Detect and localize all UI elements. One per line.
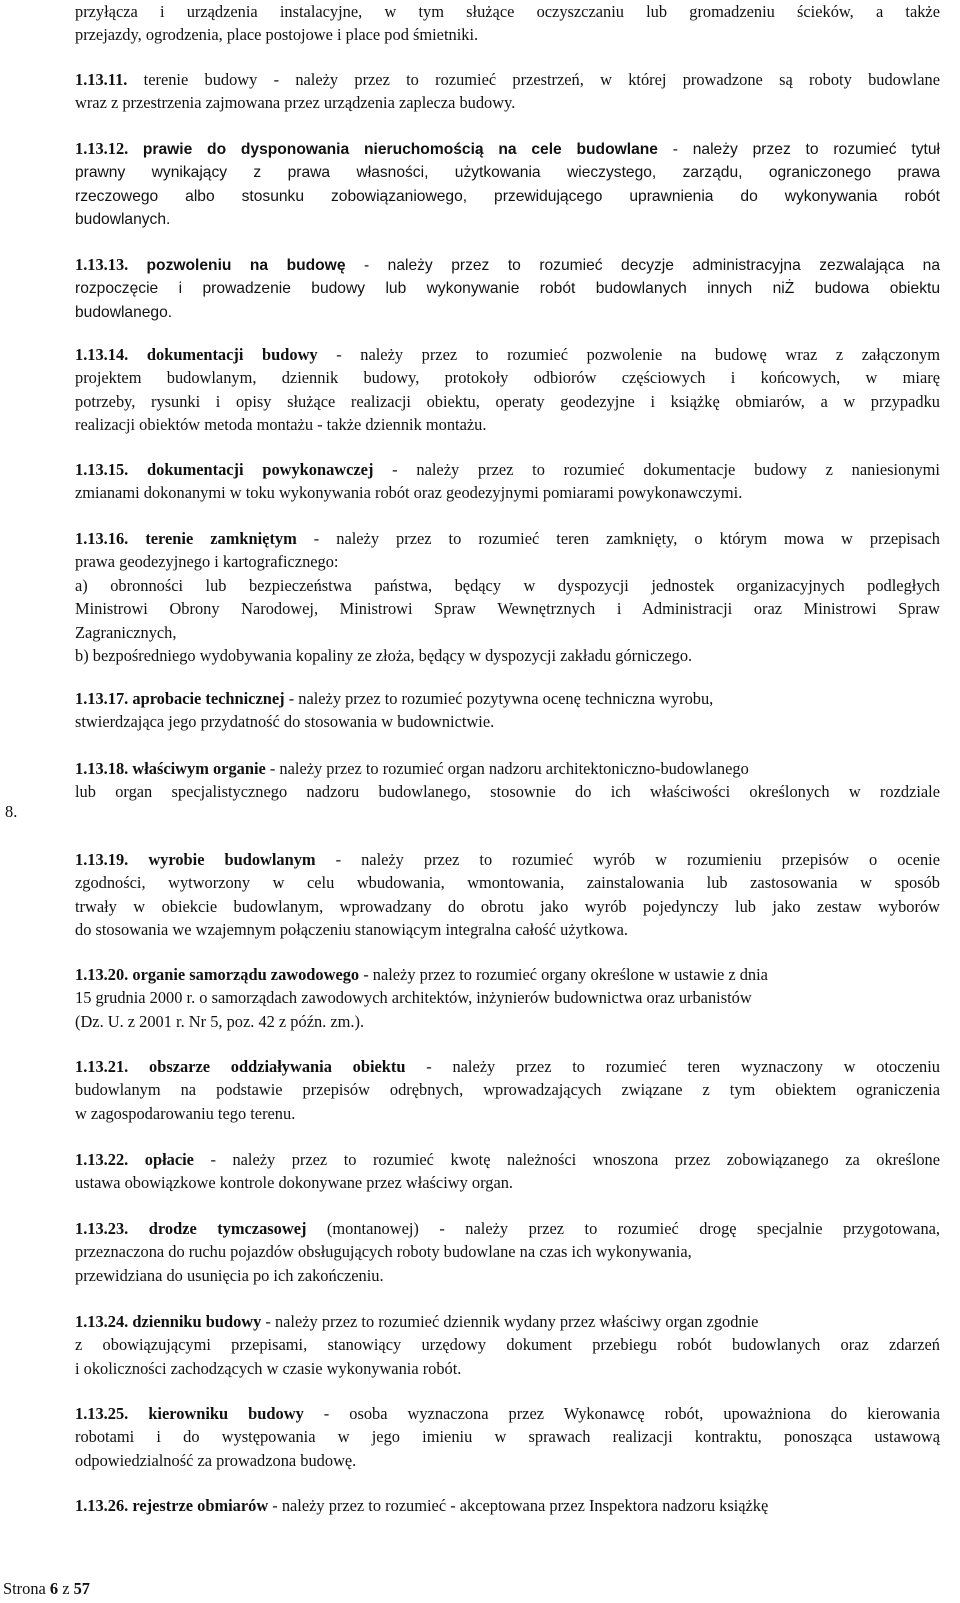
text-line: - osoba wyznaczona przez Wykonawcę robót, upoważniona do kierowania: [303, 1404, 941, 1423]
text-line: trwały w obiekcie budowlanym, wprowadzany do obrotu jako wyrób pojedynczy lub jako zestaw wyborów: [75, 896, 940, 916]
section-number: 1.13.23.: [75, 1219, 129, 1238]
text-line: terenie budowy - należy przez to rozumieć przestrzeń, w której prowadzone są roboty budowlane: [143, 70, 940, 89]
section-number: 1.13.21.: [75, 1057, 129, 1076]
text-line: odpowiedzialność za prowadzona budowę.: [75, 1450, 357, 1470]
section-number: 1.13.18.: [75, 759, 129, 778]
section-number: 1.13.20.: [75, 965, 129, 984]
definition-1-13-22: [75, 1148, 940, 1195]
text-line: realizacji obiektów metoda montażu - także dziennik montażu.: [75, 415, 487, 435]
text-line: rozpoczęcie i prowadzenie budowy lub wykonywanie robót budowlanych innych niŻ budowa obiektu: [75, 280, 940, 298]
text-line: - należy przez to rozumieć kwotę należności wnoszona przez zobowiązanego za określone: [193, 1150, 940, 1169]
text-line: - należy przez to rozumieć decyzje administracyjna zezwalająca na: [345, 257, 940, 274]
text-line: ustawa obowiązkowe kontrole dokonywane przez właściwy organ.: [75, 1173, 514, 1193]
definition-1-13-21: [75, 1055, 940, 1125]
text-line: lub organ specjalistycznego nadzoru budowlanego, stosownie do ich właściwości określonych w rozdziale: [75, 782, 940, 802]
definition-term: drodze tymczasowej: [148, 1219, 307, 1238]
paragraph-continuation: [75, 0, 940, 47]
section-number: 1.13.13.: [75, 255, 129, 274]
text-line: - należy przez to rozumieć tytuł: [657, 141, 940, 158]
definition-term: terenie zamkniętym: [145, 529, 297, 548]
text-line: b) bezpośredniego wydobywania kopaliny ze złoża, będący w dyspozycji zakładu górniczego.: [75, 646, 693, 666]
footer-current-page: 6: [49, 1579, 59, 1598]
text-line: przejazdy, ogrodzenia, place postojowe i place pod śmietniki.: [75, 25, 479, 45]
definition-term: aprobacie technicznej: [132, 689, 285, 708]
definition-term: pozwoleniu na budowę: [146, 257, 346, 274]
definition-1-13-11: [75, 68, 940, 115]
text-line: - należy przez to rozumieć - akceptowana przez Inspektora nadzoru książkę: [268, 1496, 769, 1515]
section-number: 1.13.17.: [75, 689, 129, 708]
side-list-number: 8.: [5, 802, 18, 821]
text-line: - należy przez to rozumieć organy określone w ustawie z dnia: [359, 965, 768, 984]
definition-1-13-23: [75, 1217, 940, 1287]
text-line: budowlanego.: [75, 303, 173, 321]
text-line: - należy przez to rozumieć teren zamknięty, o którym mowa w przepisach: [296, 529, 940, 548]
text-line: 15 grudnia 2000 r. o samorządach zawodowych architektów, inżynierów budownictwa oraz urbanistów: [75, 988, 752, 1008]
text-line: wraz z przestrzenia zajmowana przez urządzenia zaplecza budowy.: [75, 93, 516, 113]
page-footer: [3, 1577, 90, 1600]
text-line: przewidziana do usunięcia po ich zakończeniu.: [75, 1265, 384, 1285]
definition-term: obszarze oddziaływania obiektu: [149, 1057, 406, 1076]
text-line: przeznaczona do ruchu pojazdów obsługujących roboty budowlane na czas ich wykonywania,: [75, 1242, 692, 1262]
text-line: rzeczowego albo stosunku zobowiązaniowego, przewidującego uprawnienia do wykonywania robót: [75, 187, 940, 205]
definition-term: organie samorządu zawodowego: [132, 965, 360, 984]
text-line: (montanowej) - należy przez to rozumieć drogę specjalnie przygotowana,: [306, 1219, 941, 1238]
text-line: do stosowania we wzajemnym połączeniu stanowiącym integralna całość użytkowa.: [75, 920, 628, 940]
text-line: Ministrowi Obrony Narodowej, Ministrowi Spraw Wewnętrznych i Administracji oraz Ministrowi Spraw: [75, 599, 940, 619]
section-number: 1.13.26.: [75, 1496, 129, 1515]
definition-1-13-15: [75, 458, 940, 505]
definition-term: opłacie: [144, 1150, 194, 1169]
definition-term: dokumentacji powykonawczej: [147, 460, 374, 479]
definition-1-13-26: [75, 1494, 940, 1517]
definition-term: rejestrze obmiarów: [132, 1496, 269, 1515]
text-line: a) obronności lub bezpieczeństwa państwa, będący w dyspozycji jednostek organizacyjnych podległych: [75, 575, 940, 595]
text-line: robotami i do występowania w jego imieniu w sprawach realizacji kontraktu, ponosząca ustawową: [75, 1427, 940, 1447]
text-line: - należy przez to rozumieć dokumentacje budowy z naniesionymi: [373, 460, 940, 479]
definition-term: dokumentacji budowy: [146, 345, 318, 364]
section-number: 1.13.11.: [75, 70, 128, 89]
definition-term: prawie do dysponowania nieruchomością na cele budowlane: [142, 141, 658, 158]
text-line: - należy przez to rozumieć wyrób w rozumieniu przepisów o ocenie: [315, 850, 940, 869]
definition-1-13-20: [75, 963, 940, 1033]
text-line: - należy przez to rozumieć pozytywna ocenę techniczna wyrobu,: [284, 689, 714, 708]
text-line: budowlanych.: [75, 211, 171, 229]
text-line: stwierdzająca jego przydatność do stosowania w budownictwie.: [75, 712, 495, 732]
text-line: (Dz. U. z 2001 r. Nr 5, poz. 42 z późn. zm.).: [75, 1011, 365, 1031]
definition-1-13-19: [75, 848, 940, 942]
section-number: 1.13.24.: [75, 1312, 129, 1331]
text-line: prawny wynikający z prawa własności, użytkowania wieczystego, zarządu, ograniczonego prawa: [75, 164, 940, 182]
text-line: - należy przez to rozumieć teren wyznaczony w otoczeniu: [405, 1057, 940, 1076]
section-number: 1.13.12.: [75, 139, 129, 158]
definition-1-13-12: [75, 137, 940, 232]
definition-1-13-14: [75, 343, 940, 437]
definition-term: kierowniku budowy: [148, 1404, 304, 1423]
text-line: prawa geodezyjnego i kartograficznego:: [75, 552, 339, 572]
definition-1-13-17: [75, 687, 940, 734]
definition-term: wyrobie budowlanym: [148, 850, 316, 869]
footer-label: Strona: [3, 1579, 46, 1598]
footer-separator: z: [62, 1579, 70, 1598]
definition-1-13-13: [75, 253, 940, 324]
text-line: zgodności, wytworzony w celu wbudowania, wmontowania, zainstalowania lub zastosowania w sposób: [75, 873, 940, 893]
text-line: budowlanym na podstawie przepisów odrębnych, wprowadzających związane z tym obiektem ograniczenia: [75, 1080, 940, 1100]
definition-1-13-24: [75, 1310, 940, 1380]
text-line: potrzeby, rysunki i opisy służące realizacji obiektu, operaty geodezyjne i książkę obmiarów, a w przypadku: [75, 391, 940, 411]
text-line: Zagranicznych,: [75, 622, 177, 642]
text-line: projektem budowlanym, dziennik budowy, protokoły odbiorów częściowych i końcowych, w miarę: [75, 368, 940, 388]
text-line: z obowiązującymi przepisami, stanowiący urzędowy dokument przebiegu robót budowlanych oraz zdarzeń: [75, 1335, 940, 1355]
section-number: 1.13.15.: [75, 460, 129, 479]
text-line: - należy przez to rozumieć pozwolenie na budowę wraz z załączonym: [317, 345, 940, 364]
definition-term: właściwym organie: [132, 759, 266, 778]
section-number: 1.13.14.: [75, 345, 129, 364]
section-number: 1.13.25.: [75, 1404, 129, 1423]
text-line: - należy przez to rozumieć dziennik wydany przez właściwy organ zgodnie: [261, 1312, 759, 1331]
text-line: - należy przez to rozumieć organ nadzoru architektoniczno-budowlanego: [265, 759, 749, 778]
definition-1-13-16: [75, 527, 940, 667]
section-number: 1.13.22.: [75, 1150, 129, 1169]
text-line: w zagospodarowaniu tego terenu.: [75, 1103, 296, 1123]
text-line: zmianami dokonanymi w toku wykonywania robót oraz geodezyjnymi pomiarami powykonawczymi.: [75, 483, 743, 503]
definition-1-13-18: [75, 757, 940, 804]
definition-term: dzienniku budowy: [132, 1312, 262, 1331]
section-number: 1.13.19.: [75, 850, 129, 869]
text-line: przyłącza i urządzenia instalacyjne, w tym służące oczyszczaniu lub gromadzeniu ścieków, a także: [75, 2, 940, 21]
footer-total-pages: 57: [73, 1579, 90, 1598]
text-line: i okoliczności zachodzących w czasie wykonywania robót.: [75, 1358, 462, 1378]
section-number: 1.13.16.: [75, 529, 129, 548]
definition-1-13-25: [75, 1402, 940, 1472]
